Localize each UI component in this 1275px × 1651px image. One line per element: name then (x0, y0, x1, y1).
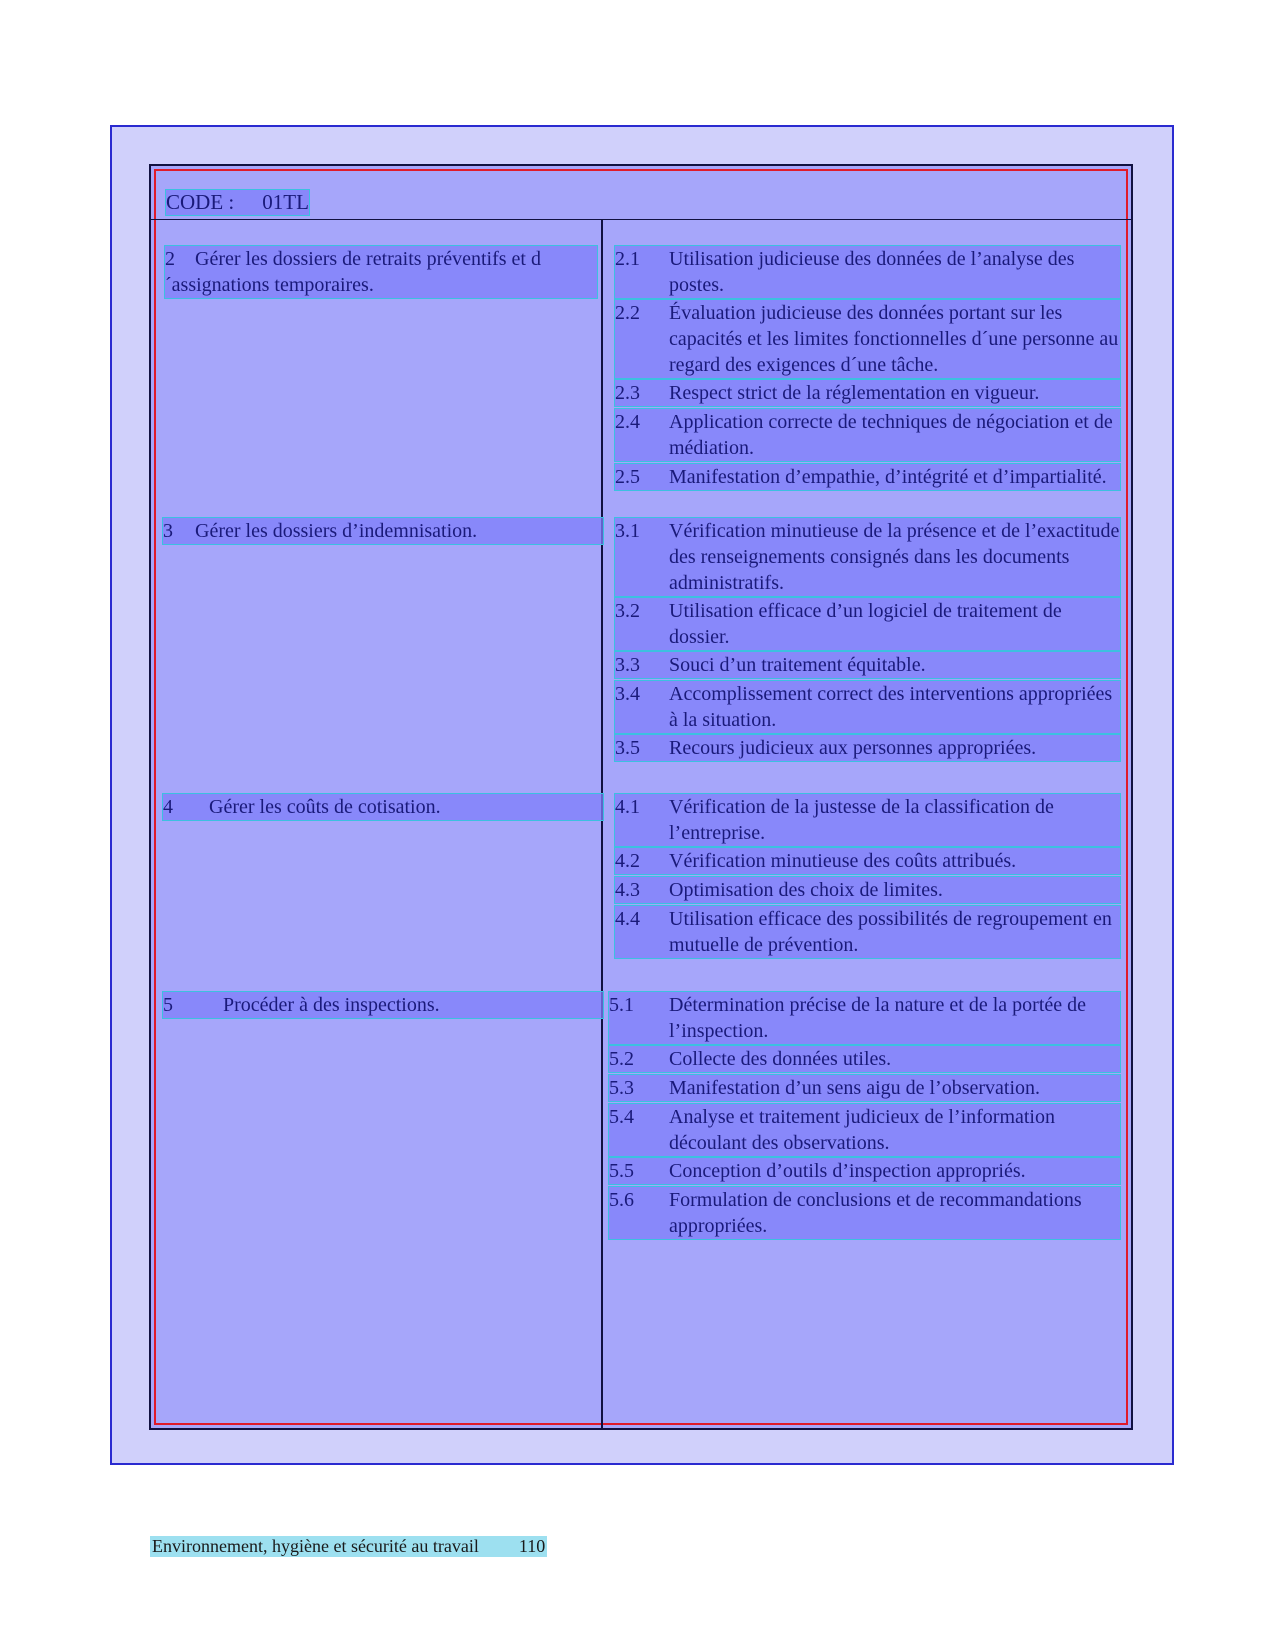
criterion-number: 2.2 (615, 302, 640, 324)
footer-title: Environnement, hygiène et sécurité au travail (152, 1536, 479, 1556)
criterion-number: 5.5 (609, 1160, 634, 1182)
criterion-text: Application correcte de techniques de négociation et de médiation. (669, 411, 1113, 459)
criterion-number: 4.4 (615, 908, 640, 930)
criterion-text: Vérification minutieuse des coûts attribués. (669, 850, 1017, 872)
criterion-number: 3.3 (615, 654, 640, 676)
criterion-text: Analyse et traitement judicieux de l’information découlant des observations. (669, 1106, 1055, 1154)
criterion-number: 2.4 (615, 411, 640, 433)
criterion-2-1 (615, 246, 1120, 298)
competency-table (149, 164, 1133, 1430)
criterion-5-1 (609, 992, 1120, 1044)
competency-number: 5 (163, 994, 173, 1016)
criterion-number: 2.1 (615, 248, 640, 270)
criterion-number: 5.3 (609, 1077, 634, 1099)
document-frame (110, 125, 1174, 1465)
criterion-3-4 (615, 681, 1120, 733)
competency-number: 3 (163, 520, 173, 542)
criterion-4-2 (615, 848, 1120, 874)
criterion-number: 5.1 (609, 994, 634, 1016)
criterion-4-3 (615, 877, 1120, 903)
criterion-text: Conception d’outils d’inspection appropriés. (669, 1160, 1026, 1182)
criterion-4-1 (615, 794, 1120, 846)
competency-text: Gérer les dossiers de retraits préventifs et d´assignations temporaires. (165, 248, 541, 296)
course-code (166, 190, 309, 215)
criterion-5-4 (609, 1104, 1120, 1156)
criterion-number: 2.3 (615, 382, 640, 404)
criterion-2-5 (615, 464, 1120, 490)
criterion-text: Formulation de conclusions et de recommandations appropriées. (669, 1189, 1082, 1237)
criterion-5-5 (609, 1158, 1120, 1184)
criterion-5-6 (609, 1187, 1120, 1239)
competency-text: Procéder à des inspections. (223, 994, 440, 1016)
criterion-number: 3.2 (615, 600, 640, 622)
criterion-text: Évaluation judicieuse des données portant sur les capacités et les limites fonctionnelles d´une personne au regard des exigences d´une tâche. (669, 302, 1119, 376)
table-header (151, 166, 1131, 220)
criterion-number: 5.2 (609, 1048, 634, 1070)
criterion-text: Vérification de la justesse de la classification de l’entreprise. (669, 796, 1054, 844)
criterion-number: 3.5 (615, 737, 640, 759)
criterion-3-1 (615, 518, 1120, 596)
competency-text: Gérer les coûts de cotisation. (209, 796, 441, 818)
criterion-text: Respect strict de la réglementation en vigueur. (669, 382, 1040, 404)
criterion-text: Détermination précise de la nature et de la portée de l’inspection. (669, 994, 1087, 1042)
criterion-text: Manifestation d’empathie, d’intégrité et d’impartialité. (669, 466, 1107, 488)
criterion-2-4 (615, 409, 1120, 461)
criterion-2-3 (615, 380, 1120, 406)
criterion-3-5 (615, 735, 1120, 761)
criterion-text: Collecte des données utiles. (669, 1048, 892, 1070)
criterion-4-4 (615, 906, 1120, 958)
criterion-number: 5.4 (609, 1106, 634, 1128)
competency-5 (163, 992, 603, 1018)
criterion-number: 2.5 (615, 466, 640, 488)
criterion-3-3 (615, 652, 1120, 678)
criterion-text: Utilisation efficace des possibilités de regroupement en mutuelle de prévention. (669, 908, 1112, 956)
criterion-text: Recours judicieux aux personnes appropriées. (669, 737, 1037, 759)
criterion-5-2 (609, 1046, 1120, 1072)
criterion-text: Optimisation des choix de limites. (669, 879, 943, 901)
criterion-3-2 (615, 598, 1120, 650)
competency-3 (163, 518, 603, 544)
code-label: CODE : (166, 190, 235, 214)
criterion-text: Souci d’un traitement équitable. (669, 654, 926, 676)
criterion-number: 5.6 (609, 1189, 634, 1211)
page-footer (150, 1536, 547, 1557)
competency-2 (165, 246, 597, 298)
competency-number: 2 (165, 248, 175, 270)
criterion-2-2 (615, 300, 1120, 378)
criterion-text: Manifestation d’un sens aigu de l’observation. (669, 1077, 1041, 1099)
competency-text: Gérer les dossiers d’indemnisation. (195, 520, 478, 542)
criterion-number: 4.3 (615, 879, 640, 901)
criterion-number: 4.2 (615, 850, 640, 872)
criterion-text: Utilisation judicieuse des données de l’analyse des postes. (669, 248, 1075, 296)
criterion-text: Utilisation efficace d’un logiciel de traitement de dossier. (669, 600, 1062, 648)
criterion-5-3 (609, 1075, 1120, 1101)
column-divider (601, 220, 603, 1428)
criterion-text: Accomplissement correct des interventions appropriées à la situation. (669, 683, 1113, 731)
page-number: 110 (518, 1536, 546, 1556)
criterion-text: Vérification minutieuse de la présence et de l’exactitude des renseignements consignés dans les documents administratifs. (669, 520, 1120, 594)
criterion-number: 3.4 (615, 683, 640, 705)
competency-number: 4 (163, 796, 173, 818)
code-value: 01TL (262, 190, 309, 214)
criterion-number: 3.1 (615, 520, 640, 542)
competency-4 (163, 794, 603, 820)
criterion-number: 4.1 (615, 796, 640, 818)
